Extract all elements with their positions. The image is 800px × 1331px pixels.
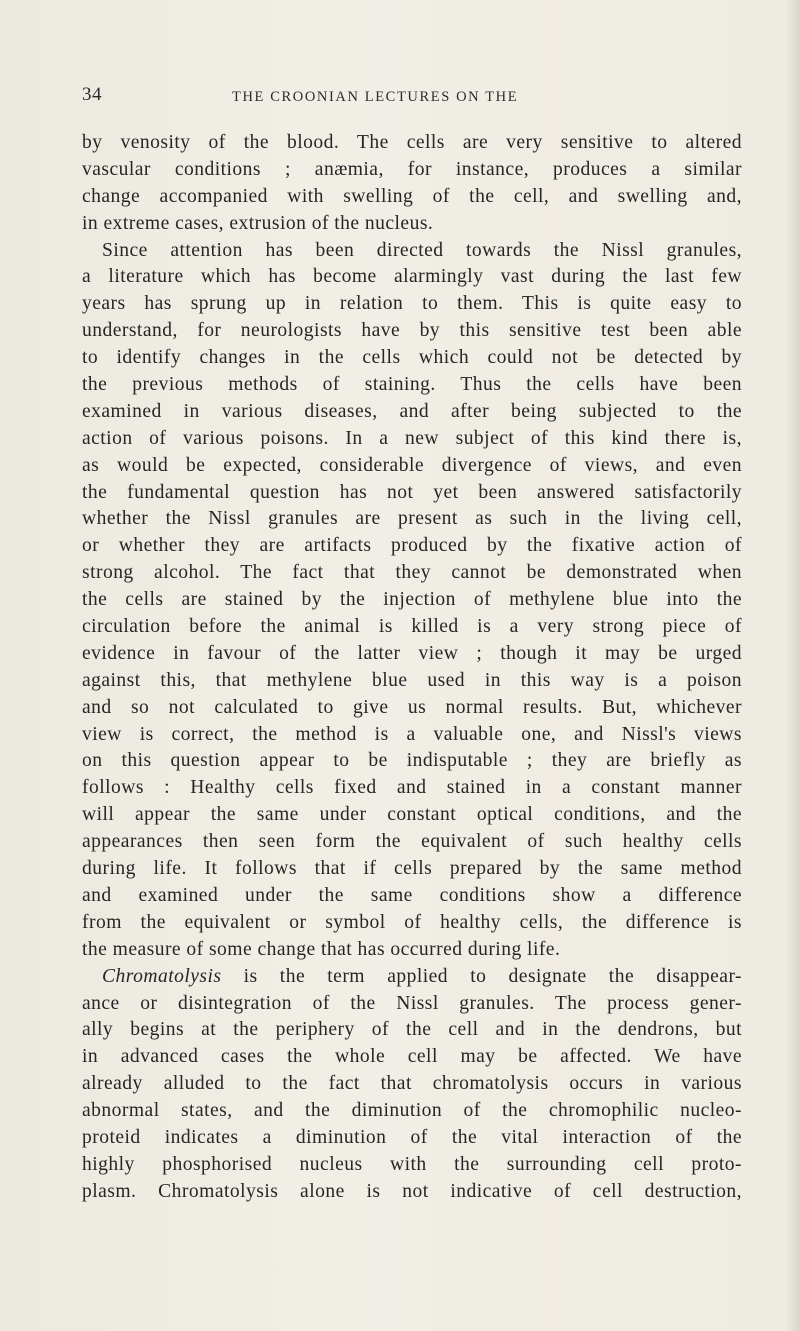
text-line: evidence in favour of the latter view ; though it may be urged (82, 642, 742, 664)
page-header (82, 84, 742, 114)
paragraph-3 (82, 964, 742, 1206)
text-line: vascular conditions ; anæmia, for instance, produces a similar (82, 158, 742, 180)
text-line: abnormal states, and the diminution of the chromophilic nucleo- (82, 1100, 742, 1122)
text-line-with-italic (82, 964, 742, 991)
text-line: understand, for neurologists have by this sensitive test been able (82, 320, 742, 342)
text-line: action of various poisons. In a new subject of this kind there is, (82, 427, 742, 449)
text-line: a literature which has become alarmingly vast during the last few (82, 266, 742, 288)
text-line: the measure of some change that has occurred during life. (82, 938, 561, 960)
text-line: plasm. Chromatolysis alone is not indicative of cell destruction, (82, 1180, 742, 1202)
italic-term: Chromatolysis (102, 965, 222, 987)
text-line: years has sprung up in relation to them. This is quite easy to (82, 293, 742, 315)
text-line: already alluded to the fact that chromatolysis occurs in various (82, 1073, 742, 1095)
text-line: circulation before the animal is killed is a very strong piece of (82, 616, 742, 638)
text-line: will appear the same under constant optical conditions, and the (82, 804, 742, 826)
text-line: change accompanied with swelling of the cell, and swelling and, (82, 185, 742, 207)
body-text (82, 130, 742, 1206)
text-line: during life. It follows that if cells prepared by the same method (82, 858, 742, 880)
text-line: to identify changes in the cells which could not be detected by (82, 347, 742, 369)
text-line: as would be expected, considerable divergence of views, and even (82, 454, 742, 476)
text-line: the fundamental question has not yet been answered satisfactorily (82, 481, 742, 503)
text-line: and so not calculated to give us normal results. But, whichever (82, 696, 742, 718)
text-line: or whether they are artifacts produced by the fixative action of (82, 535, 742, 557)
text-line: ance or disintegration of the Nissl granules. The process gener- (82, 992, 742, 1014)
text-line: appearances then seen form the equivalent of such healthy cells (82, 831, 742, 853)
page-edge-shadow (786, 0, 800, 1331)
text-line: Since attention has been directed towards the Nissl granules, (102, 239, 742, 261)
text-fragment: is the term applied to designate the disappear- (221, 965, 742, 987)
text-line: proteid indicates a diminution of the vital interaction of the (82, 1126, 742, 1148)
text-line: view is correct, the method is a valuable one, and Nissl's views (82, 723, 742, 745)
running-title: THE CROONIAN LECTURES ON THE (232, 89, 519, 105)
text-line: whether the Nissl granules are present as such in the living cell, (82, 508, 742, 530)
text-line: follows : Healthy cells fixed and stained in a constant manner (82, 777, 742, 799)
text-line: in extreme cases, extrusion of the nucleus. (82, 212, 434, 234)
text-line: and examined under the same conditions show a difference (82, 884, 742, 906)
text-line: on this question appear to be indisputable ; they are briefly as (82, 750, 742, 772)
text-line: highly phosphorised nucleus with the surrounding cell proto- (82, 1153, 742, 1175)
paragraph-1 (82, 130, 742, 238)
text-line: the cells are stained by the injection of methylene blue into the (82, 589, 742, 611)
text-line: the previous methods of staining. Thus the cells have been (82, 374, 742, 396)
text-line: ally begins at the periphery of the cell and in the dendrons, but (82, 1019, 742, 1041)
paragraph-2 (82, 238, 742, 964)
text-line: examined in various diseases, and after being subjected to the (82, 400, 742, 422)
text-line: strong alcohol. The fact that they cannot be demonstrated when (82, 562, 742, 584)
text-line: by venosity of the blood. The cells are very sensitive to altered (82, 132, 742, 153)
text-line: against this, that methylene blue used in this way is a poison (82, 669, 742, 691)
text-line: in advanced cases the whole cell may be affected. We have (82, 1046, 742, 1068)
page-number: 34 (82, 84, 102, 105)
text-line: from the equivalent or symbol of healthy cells, the difference is (82, 911, 742, 933)
